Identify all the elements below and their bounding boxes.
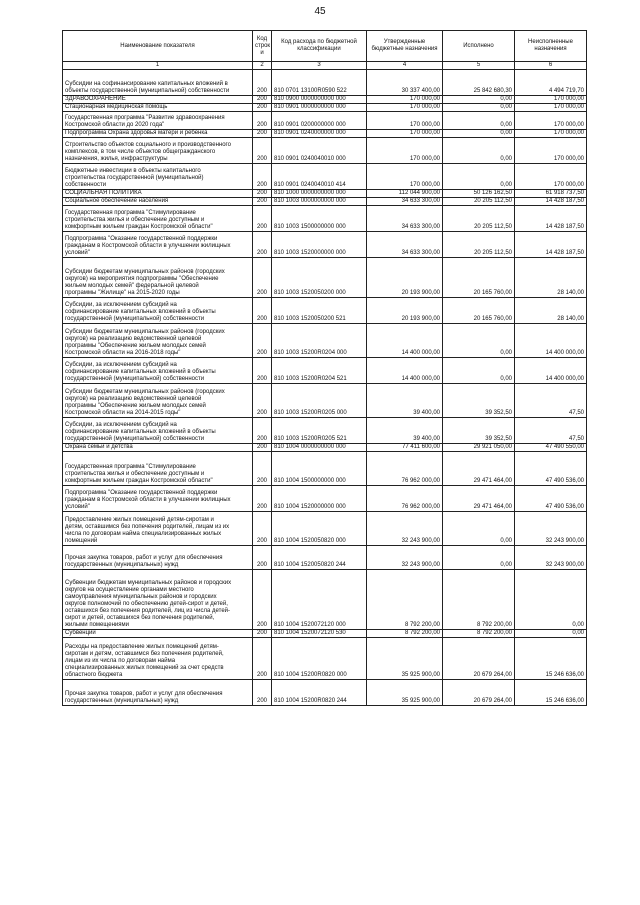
table-row [63,130,587,138]
cell-code: 200 [253,512,272,546]
cell-approved: 39 400,00 [367,418,443,444]
table-row [63,444,587,452]
cell-approved: 76 962 000,00 [367,486,443,512]
cell-code: 200 [253,486,272,512]
cell-code: 200 [253,452,272,486]
header-unexecuted: Неисполненные назначения [515,31,587,62]
cell-code: 200 [253,418,272,444]
table-row [63,96,587,104]
cell-executed: 20 165 760,00 [443,258,515,298]
cell-code: 200 [253,164,272,190]
cell-unexecuted: 47 490 536,00 [515,452,587,486]
cell-executed: 0,00 [443,512,515,546]
cell-approved: 34 633 300,00 [367,198,443,206]
cell-name: Стационарная медицинская помощь [63,104,253,112]
cell-code: 200 [253,630,272,638]
table-row [63,258,587,298]
cell-unexecuted: 28 140,00 [515,298,587,324]
cell-executed: 29 921 050,00 [443,444,515,452]
cell-executed: 29 471 464,00 [443,486,515,512]
cell-executed: 20 205 112,50 [443,198,515,206]
cell-approved: 8 792 200,00 [367,570,443,630]
cell-kbk: 810 1003 1520050200 000 [272,258,367,298]
header-name: Наименование показателя [63,31,253,62]
table-row [63,546,587,570]
cell-approved: 170 000,00 [367,138,443,164]
cell-code: 200 [253,112,272,130]
cell-name: Государственная программа "Стимулирование строительства жилья и обеспечение доступным и комфортным жильем граждан Костромской области" [63,206,253,232]
cell-code: 200 [253,96,272,104]
cell-code: 200 [253,324,272,358]
cell-unexecuted: 14 400 000,00 [515,324,587,358]
cell-name: СОЦИАЛЬНАЯ ПОЛИТИКА [63,190,253,198]
cell-code: 200 [253,130,272,138]
cell-unexecuted: 61 918 737,50 [515,190,587,198]
header-code: Код строк и [253,31,272,62]
column-number: 4 [367,62,443,70]
cell-kbk: 810 1004 1520000000 000 [272,486,367,512]
cell-unexecuted: 170 000,00 [515,112,587,130]
cell-kbk: 810 1003 0000000000 000 [272,198,367,206]
cell-code: 200 [253,384,272,418]
table-row [63,680,587,706]
cell-executed: 20 679 264,00 [443,638,515,680]
cell-kbk: 810 1003 15200R0204 000 [272,324,367,358]
cell-kbk: 810 0901 0000000000 000 [272,104,367,112]
cell-unexecuted: 14 428 187,50 [515,198,587,206]
cell-executed: 8 792 200,00 [443,570,515,630]
table-row [63,298,587,324]
cell-approved: 35 925 900,00 [367,680,443,706]
cell-approved: 14 400 000,00 [367,324,443,358]
table-row [63,190,587,198]
table-row [63,638,587,680]
cell-unexecuted: 4 494 719,70 [515,70,587,96]
table-row [63,164,587,190]
table-row [63,630,587,638]
page-number: 45 [314,6,326,17]
cell-unexecuted: 170 000,00 [515,130,587,138]
cell-name: Субсидии, за исключением субсидий на софинансирование капитальных вложений в объекты государственной (муниципальной) собственности [63,418,253,444]
cell-kbk: 810 1003 1520000000 000 [272,232,367,258]
cell-unexecuted: 14 428 187,50 [515,232,587,258]
cell-executed: 0,00 [443,138,515,164]
column-number-row [63,62,587,70]
cell-kbk: 810 1003 15200R0204 521 [272,358,367,384]
cell-code: 200 [253,680,272,706]
cell-name: ЗДРАВООХРАНЕНИЕ [63,96,253,104]
cell-code: 200 [253,258,272,298]
cell-approved: 32 243 900,00 [367,546,443,570]
cell-executed: 0,00 [443,164,515,190]
budget-execution-table [62,30,587,706]
cell-name: Субсидии бюджетам муниципальных районов (городских округов) на реализацию ведомственной целевой программы "Обеспечение жильем молодых семей Костромской области на 2014-2015 годы" [63,384,253,418]
cell-code: 200 [253,638,272,680]
cell-executed: 25 842 680,30 [443,70,515,96]
cell-name: Субсидии бюджетам муниципальных районов (городских округов) на реализацию ведомственной целевой программы "Обеспечение жильем молодых семей Костромской области на 2016-2018 годы" [63,324,253,358]
cell-name: Охрана семьи и детства [63,444,253,452]
cell-name: Субсидии, за исключением субсидий на софинансирование капитальных вложений в объекты государственной (муниципальной) собственности [63,358,253,384]
cell-name: Прочая закупка товаров, работ и услуг для обеспечения государственных (муниципальных) нужд [63,680,253,706]
cell-unexecuted: 170 000,00 [515,138,587,164]
cell-code: 200 [253,70,272,96]
cell-unexecuted: 170 000,00 [515,164,587,190]
cell-approved: 34 633 300,00 [367,206,443,232]
cell-kbk: 810 1000 0000000000 000 [272,190,367,198]
cell-approved: 112 044 900,00 [367,190,443,198]
cell-code: 200 [253,298,272,324]
cell-approved: 20 193 900,00 [367,298,443,324]
cell-unexecuted: 28 140,00 [515,258,587,298]
cell-approved: 34 633 300,00 [367,232,443,258]
cell-kbk: 810 1004 15200R0820 244 [272,680,367,706]
table-row [63,112,587,130]
cell-approved: 170 000,00 [367,104,443,112]
column-number: 3 [272,62,367,70]
cell-unexecuted: 47,50 [515,384,587,418]
column-number: 1 [63,62,253,70]
cell-executed: 20 205 112,50 [443,232,515,258]
cell-name: Социальное обеспечение населения [63,198,253,206]
cell-executed: 8 792 200,00 [443,630,515,638]
cell-approved: 77 411 600,00 [367,444,443,452]
cell-name: Подпрограмма "Оказание государственной поддержки гражданам в Костромской области в улучшении жилищных условий" [63,232,253,258]
cell-name: Государственная программа "Стимулирование строительства жилья и обеспечение доступным и комфортным жильем граждан Костромской области" [63,452,253,486]
column-number: 2 [253,62,272,70]
cell-kbk: 810 1003 15200R0205 000 [272,384,367,418]
cell-kbk: 810 1004 1500000000 000 [272,452,367,486]
cell-approved: 30 337 400,00 [367,70,443,96]
cell-approved: 32 243 900,00 [367,512,443,546]
column-number: 6 [515,62,587,70]
cell-approved: 76 962 000,00 [367,452,443,486]
cell-executed: 0,00 [443,324,515,358]
cell-executed: 0,00 [443,104,515,112]
cell-executed: 20 205 112,50 [443,206,515,232]
cell-code: 200 [253,444,272,452]
cell-code: 200 [253,198,272,206]
cell-approved: 20 193 900,00 [367,258,443,298]
cell-approved: 170 000,00 [367,130,443,138]
cell-unexecuted: 32 243 900,00 [515,512,587,546]
table-row [63,452,587,486]
cell-kbk: 810 0901 0240000000 000 [272,130,367,138]
cell-kbk: 810 1004 1520050820 244 [272,546,367,570]
cell-kbk: 810 1003 15200R0205 521 [272,418,367,444]
cell-name: Субвенции [63,630,253,638]
header-executed: Исполнено [443,31,515,62]
table-row [63,70,587,96]
cell-approved: 39 400,00 [367,384,443,418]
table-row [63,384,587,418]
cell-executed: 29 471 464,00 [443,452,515,486]
cell-kbk: 810 1004 1520072120 000 [272,570,367,630]
cell-name: Субсидии бюджетам муниципальных районов (городских округов) на мероприятия подпрограммы "Обеспечение жильем молодых семей" федеральной целевой программы "Жилище" на 2015-2020 годы [63,258,253,298]
cell-executed: 0,00 [443,112,515,130]
cell-name: Строительство объектов социального и производственного комплексов, в том числе объектов общегражданского назначения, жилья, инфраструктуры [63,138,253,164]
cell-kbk: 810 1003 1520050200 521 [272,298,367,324]
table-row [63,570,587,630]
cell-kbk: 810 1004 15200R0820 000 [272,638,367,680]
cell-code: 200 [253,546,272,570]
cell-unexecuted: 14 400 000,00 [515,358,587,384]
cell-name: Государственная программа "Развитие здравоохранения Костромской области до 2020 года" [63,112,253,130]
cell-code: 200 [253,104,272,112]
cell-name: Субвенции бюджетам муниципальных районов и городских округов на осуществление органами местного самоуправления муниципальных районов и городских округов полномочий по обеспечению детей-сирот и детей, оставшихся без попечения родителей, лиц из числа детей- сирот и детей, оставшихся без попечения родителей, жилыми помещениями [63,570,253,630]
cell-approved: 170 000,00 [367,112,443,130]
cell-name: Прочая закупка товаров, работ и услуг для обеспечения государственных (муниципальных) нужд [63,546,253,570]
column-number: 5 [443,62,515,70]
table-row [63,206,587,232]
cell-kbk: 810 0900 0000000000 000 [272,96,367,104]
header-approved: Утвержденные бюджетные назначения [367,31,443,62]
cell-kbk: 810 0901 0240040010 414 [272,164,367,190]
table-row [63,198,587,206]
table-row [63,418,587,444]
cell-code: 200 [253,206,272,232]
table-body [63,70,587,706]
header-kbk: Код расхода по бюджетной классификации [272,31,367,62]
cell-executed: 0,00 [443,358,515,384]
cell-unexecuted: 47 490 550,00 [515,444,587,452]
cell-name: Субсидии, за исключением субсидий на софинансирование капитальных вложений в объекты государственной (муниципальной) собственности [63,298,253,324]
cell-kbk: 810 1003 1500000000 000 [272,206,367,232]
cell-code: 200 [253,358,272,384]
cell-approved: 170 000,00 [367,164,443,190]
table-row [63,358,587,384]
cell-executed: 39 352,50 [443,384,515,418]
cell-unexecuted: 15 246 636,00 [515,680,587,706]
cell-unexecuted: 0,00 [515,570,587,630]
cell-kbk: 810 1004 0000000000 000 [272,444,367,452]
cell-code: 200 [253,570,272,630]
cell-executed: 0,00 [443,546,515,570]
header-row [63,31,587,62]
table-row [63,104,587,112]
table-row [63,512,587,546]
cell-unexecuted: 47,50 [515,418,587,444]
cell-name: Подпрограмма "Оказание государственной поддержки гражданам в Костромской области в улучшении жилищных условий" [63,486,253,512]
cell-executed: 20 679 264,00 [443,680,515,706]
cell-approved: 8 792 200,00 [367,630,443,638]
cell-executed: 0,00 [443,96,515,104]
cell-approved: 14 400 000,00 [367,358,443,384]
cell-kbk: 810 1004 1520050820 000 [272,512,367,546]
cell-executed: 20 165 760,00 [443,298,515,324]
cell-name: Предоставление жилых помещений детям-сиротам и детям, оставшимся без попечения родителей, лицам из их числа по договорам найма специализированных жилых помещений [63,512,253,546]
table-row [63,138,587,164]
table-row [63,232,587,258]
cell-executed: 39 352,50 [443,418,515,444]
cell-kbk: 810 0901 0240040010 000 [272,138,367,164]
cell-approved: 35 925 900,00 [367,638,443,680]
cell-executed: 0,00 [443,130,515,138]
cell-approved: 170 000,00 [367,96,443,104]
cell-unexecuted: 0,00 [515,630,587,638]
cell-code: 200 [253,190,272,198]
cell-unexecuted: 170 000,00 [515,104,587,112]
cell-kbk: 810 0701 13100R0590 522 [272,70,367,96]
cell-name: Расходы на предоставление жилых помещений детям- сиротам и детям, оставшимся без попечения родителей, лицам из их числа по договорам найма специализированных жилых помещений за счет средств областного бюджета [63,638,253,680]
cell-unexecuted: 15 246 636,00 [515,638,587,680]
table-row [63,324,587,358]
cell-code: 200 [253,232,272,258]
cell-code: 200 [253,138,272,164]
cell-name: Субсидии на софинансирование капитальных вложений в объекты государственной (муниципальной) собственности [63,70,253,96]
cell-kbk: 810 0901 0200000000 000 [272,112,367,130]
cell-executed: 50 126 162,50 [443,190,515,198]
cell-unexecuted: 47 490 536,00 [515,486,587,512]
cell-name: Подпрограмма Охрана здоровья матери и ребенка [63,130,253,138]
table-row [63,486,587,512]
cell-unexecuted: 14 428 187,50 [515,206,587,232]
cell-unexecuted: 170 000,00 [515,96,587,104]
cell-kbk: 810 1004 1520072120 530 [272,630,367,638]
cell-unexecuted: 32 243 900,00 [515,546,587,570]
cell-name: Бюджетные инвестиции в объекты капитального строительства государственной (муниципальной) собственности [63,164,253,190]
